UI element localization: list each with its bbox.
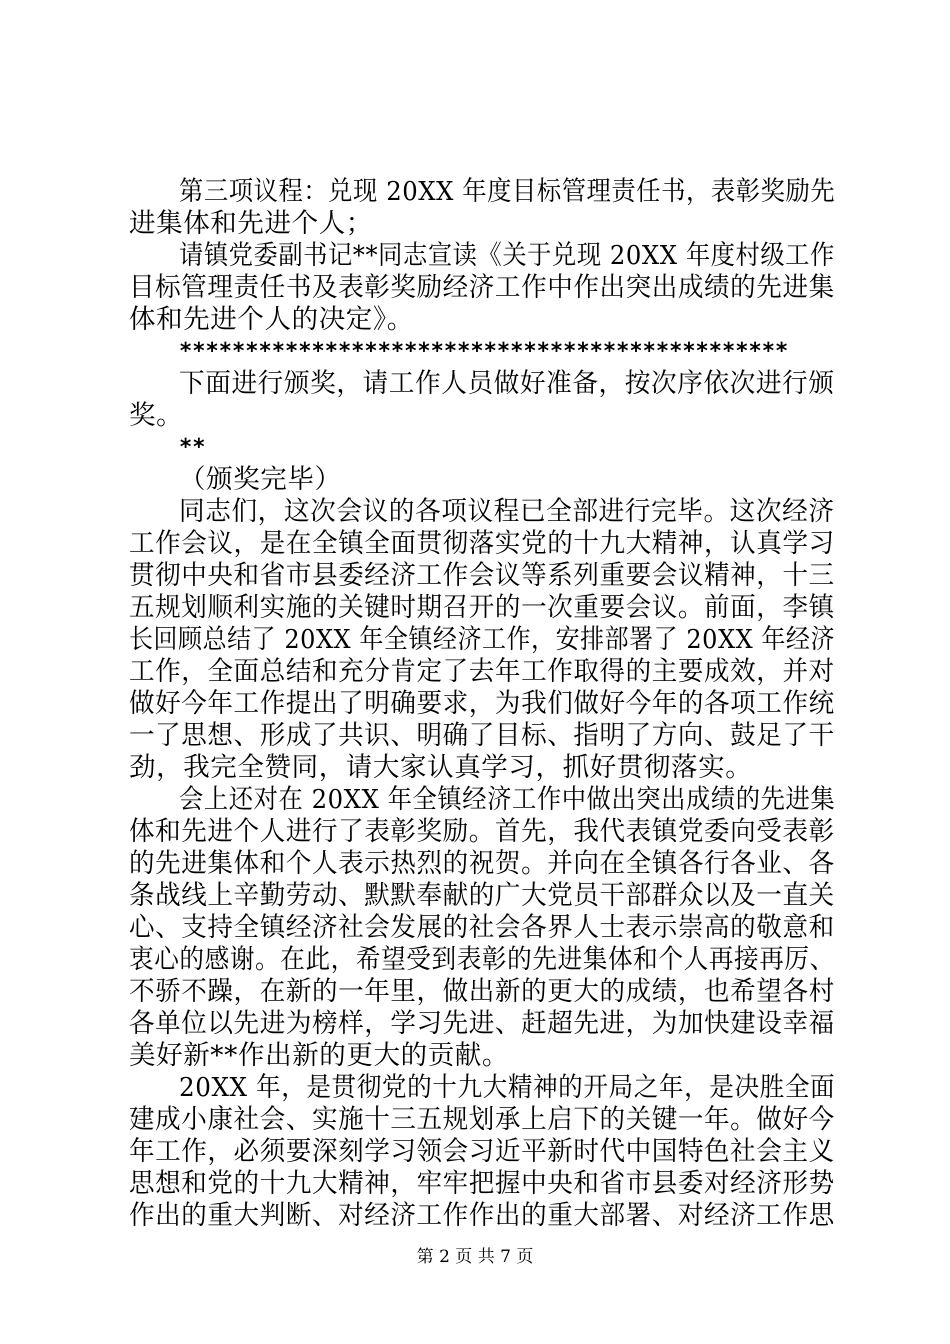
text-line: 第三项议程：兑现 20XX 年度目标管理责任书，表彰奖励先 xyxy=(179,176,836,207)
text-line: 工作会议，是在全镇全面贯彻落实党的十九大精神，认真学习 xyxy=(129,528,835,559)
text-line: 年工作，必须要深刻学习领会习近平新时代中国特色社会主义 xyxy=(129,1136,835,1167)
text-line: 衷心的感谢。在此，希望受到表彰的先进集体和个人再接再厉、 xyxy=(129,944,835,975)
text-line: 同志们，这次会议的各项议程已全部进行完毕。这次经济 xyxy=(179,496,835,527)
text-line: 工作，全面总结和充分肯定了去年工作取得的主要成效，并对 xyxy=(129,656,835,687)
text-line: 不骄不躁，在新的一年里，做出新的更大的成绩，也希望各村 xyxy=(129,976,835,1007)
text-line: 奖。 xyxy=(129,400,184,431)
text-line: （颁奖完毕） xyxy=(179,464,342,495)
text-line: 思想和党的十九大精神，牢牢把握中央和省市县委对经济形势 xyxy=(129,1168,835,1199)
text-line: 一了思想、形成了共识、明确了目标、指明了方向、鼓足了干 xyxy=(129,720,835,751)
text-line: 进集体和先进个人； xyxy=(129,208,373,239)
text-line: 体和先进个人的决定》。 xyxy=(129,304,414,335)
text-line: 条战线上辛勤劳动、默默奉献的广大党员干部群众以及一直关 xyxy=(129,880,835,911)
text-line: 建成小康社会、实施十三五规划承上启下的关键一年。做好今 xyxy=(129,1104,835,1135)
text-line: 五规划顺利实施的关键时期召开的一次重要会议。前面，李镇 xyxy=(129,592,835,623)
text-line: 目标管理责任书及表彰奖励经济工作中作出突出成绩的先进集 xyxy=(129,272,835,303)
text-line: 体和先进个人进行了表彰奖励。首先，我代表镇党委向受表彰 xyxy=(129,816,835,847)
text-line: 作出的重大判断、对经济工作作出的重大部署、对经济工作思 xyxy=(129,1200,835,1231)
page-number-footer: 第 2 页 共 7 页 xyxy=(416,1247,534,1267)
text-line: 各单位以先进为榜样，学习先进、赶超先进，为加快建设幸福 xyxy=(129,1008,835,1039)
text-line: 长回顾总结了 20XX 年全镇经济工作，安排部署了 20XX 年经济 xyxy=(129,624,835,655)
text-line: 做好今年工作提出了明确要求，为我们做好今年的各项工作统 xyxy=(129,688,835,719)
text-line: 劲，我完全赞同，请大家认真学习，抓好贯彻落实。 xyxy=(129,752,753,783)
text-line: 下面进行颁奖，请工作人员做好准备，按次序依次进行颁 xyxy=(179,368,835,399)
text-line: 贯彻中央和省市县委经济工作会议等系列重要会议精神，十三 xyxy=(129,560,835,591)
text-line: 美好新**作出新的更大的贡献。 xyxy=(129,1040,509,1071)
text-line: 的先进集体和个人表示热烈的祝贺。并向在全镇各行各业、各 xyxy=(129,848,835,879)
text-line: 20XX 年，是贯彻党的十九大精神的开局之年，是决胜全面 xyxy=(179,1072,836,1103)
text-line: 请镇党委副书记**同志宣读《关于兑现 20XX 年度村级工作 xyxy=(179,240,835,271)
separator-asterisks: ********************************************** xyxy=(179,339,789,364)
text-line: 心、支持全镇经济社会发展的社会各界人士表示崇高的敬意和 xyxy=(129,912,835,943)
redacted-name: ** xyxy=(179,435,206,460)
text-line: 会上还对在 20XX 年全镇经济工作中做出突出成绩的先进集 xyxy=(179,784,836,815)
